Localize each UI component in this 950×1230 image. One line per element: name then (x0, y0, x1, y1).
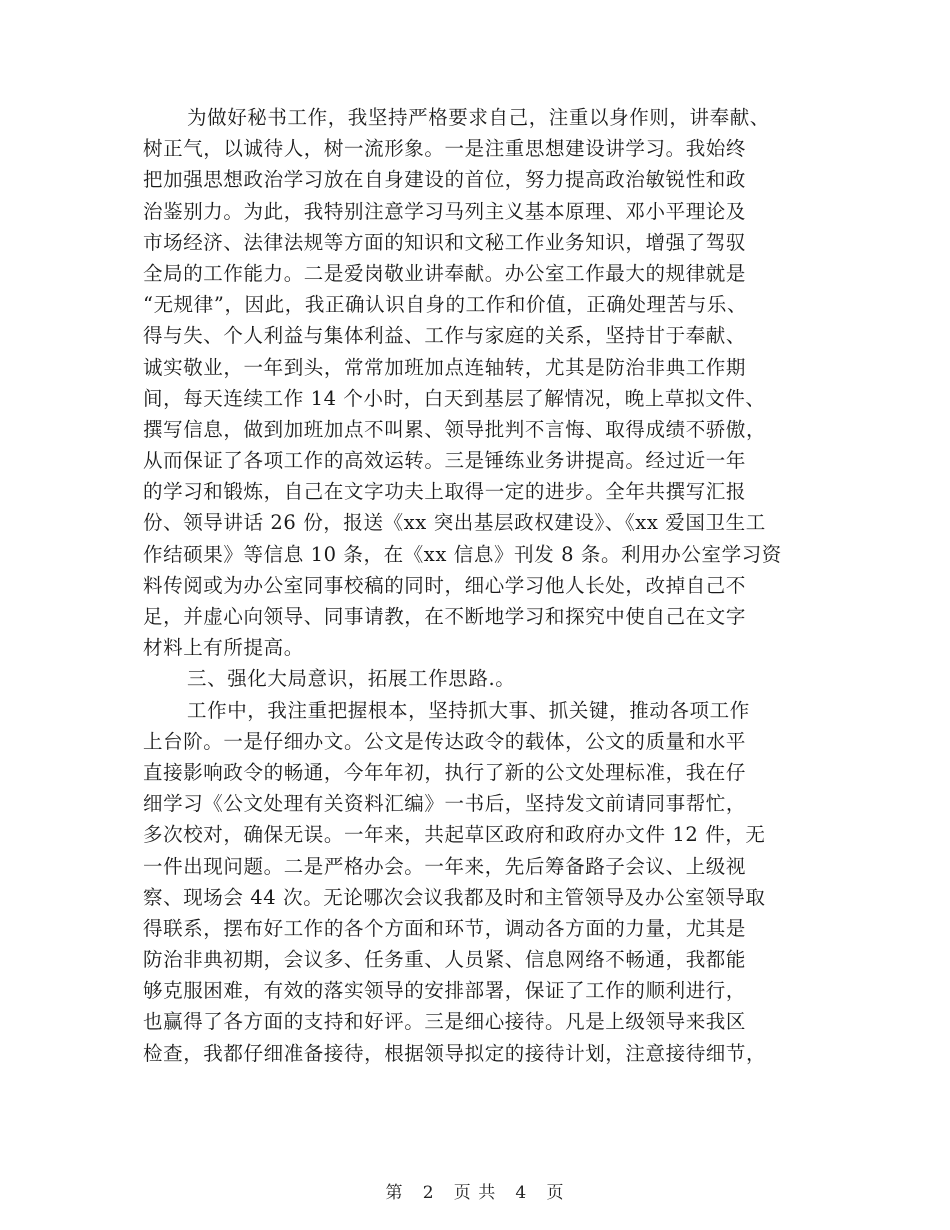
text-line: 细学习《公文处理有关资料汇编》一书后，坚持发文前请同事帮忙， (143, 792, 747, 816)
text-line: 把加强思想政治学习放在自身建设的首位，努力提高政治敏锐性和政 (143, 168, 747, 192)
text-line: “无规律”，因此，我正确认识自身的工作和价值，正确处理苦与乐、 (143, 293, 748, 317)
text-line: 也赢得了各方面的支持和好评。三是细心接待。凡是上级领导来我区 (143, 1010, 747, 1034)
text-line: 的学习和锻炼，自己在文字功夫上取得一定的进步。全年共撰写汇报 (143, 480, 747, 504)
text-line: 诚实敬业，一年到头，常常加班加点连轴转，尤其是防治非典工作期 (143, 355, 747, 379)
text-line: 为做好秘书工作，我坚持严格要求自己，注重以身作则，讲奉献、 (187, 106, 770, 129)
footer-suffix: 页 (546, 1183, 565, 1203)
text-line: 一件出现问题。二是严格办会。一年来，先后筹备路子会议、上级视 (143, 854, 747, 878)
text-line: 料传阅或为办公室同事校稿的同时，细心学习他人长处，改掉自己不 (143, 573, 747, 597)
text-line: 检查，我都仔细准备接待，根据领导拟定的接待计划，注意接待细节， (143, 1041, 767, 1065)
text-line: 直接影响政令的畅通，今年年初，执行了新的公文处理标准，我在仔 (143, 760, 747, 784)
body-text (143, 102, 808, 1069)
total-pages-number: 4 (515, 1183, 528, 1203)
text-line: 树正气，以诚待人，树一流形象。一是注重思想建设讲学习。我始终 (143, 137, 747, 161)
text-line: 作结硕果》等信息 10 条，在《xx 信息》刊发 8 条。利用办公室学习资 (143, 542, 782, 566)
page-footer (0, 1178, 950, 1203)
text-line: 材料上有所提高。 (143, 636, 304, 660)
text-line: 从而保证了各项工作的高效运转。三是锤练业务讲提高。经过近一年 (143, 449, 747, 473)
text-line: 间，每天连续工作 14 个小时，白天到基层了解情况，晚上草拟文件、 (143, 386, 766, 410)
text-line: 份、领导讲话 26 份，报送《xx 突出基层政权建设》、《xx 爱国卫生工 (143, 511, 766, 535)
text-line: 察、现场会 44 次。无论哪次会议我都及时和主管领导及办公室领导取 (143, 885, 766, 909)
text-line: 撰写信息，做到加班加点不叫累、领导批判不言悔、取得成绩不骄傲， (143, 417, 767, 441)
text-line: 多次校对，确保无误。一年来，共起草区政府和政府办文件 12 件，无 (143, 823, 766, 847)
text-line: 防治非典初期，会议多、任务重、人员紧、信息网络不畅通，我都能 (143, 948, 747, 972)
text-line: 全局的工作能力。二是爱岗敬业讲奉献。办公室工作最大的规律就是 (143, 261, 747, 285)
text-line: 治鉴别力。为此，我特别注意学习马列主义基本原理、邓小平理论及 (143, 199, 747, 223)
footer-prefix: 第 (385, 1183, 404, 1203)
text-line: 够克服困难，有效的落实领导的安排部署，保证了工作的顺利进行， (143, 979, 747, 1003)
text-line: 得与失、个人利益与集体利益、工作与家庭的关系，坚持甘于奉献、 (143, 324, 747, 348)
current-page-number: 2 (422, 1183, 435, 1203)
text-line: 足，并虚心向领导、同事请教，在不断地学习和探究中使自己在文字 (143, 605, 747, 628)
footer-middle: 页 共 (453, 1183, 497, 1203)
text-line: 得联系，摆布好工作的各个方面和环节，调动各方面的力量，尤其是 (143, 916, 747, 940)
text-line: 工作中，我注重把握根本，坚持抓大事、抓关键，推动各项工作 (187, 698, 750, 722)
text-line: 三、强化大局意识，拓展工作思路.。 (187, 667, 516, 691)
text-line: 上台阶。一是仔细办文。公文是传达政令的载体，公文的质量和水平 (143, 729, 747, 753)
text-line: 市场经济、法律法规等方面的知识和文秘工作业务知识，增强了驾驭 (143, 230, 747, 254)
